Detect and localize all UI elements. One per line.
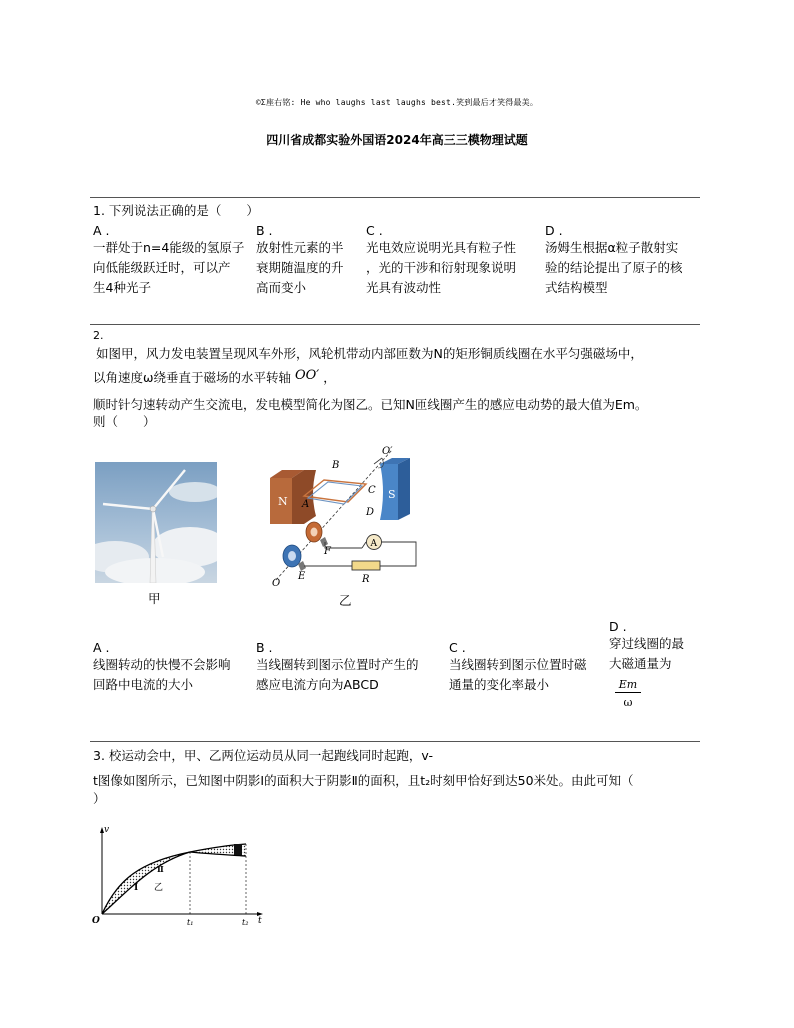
label-ammeter: A xyxy=(370,539,377,549)
label-d: D xyxy=(366,507,375,518)
label-s: S xyxy=(388,488,396,501)
option-line: ，光的干涉和衍射现象说明 xyxy=(366,260,517,275)
option-line: 线圈转动的快慢不会影响 xyxy=(93,657,231,672)
fraction-numerator: Em xyxy=(615,678,641,693)
option-label: D . xyxy=(609,619,627,634)
option-label: D . xyxy=(545,223,563,238)
q1-option-b[interactable] xyxy=(256,224,361,298)
divider xyxy=(90,741,700,742)
q2-line2-text: 以角速度ω绕垂直于磁场的水平转轴 xyxy=(93,370,291,385)
q1-option-a[interactable] xyxy=(93,224,253,298)
option-label: B . xyxy=(256,223,273,238)
divider xyxy=(90,197,700,198)
page-title: 四川省成都实验外国语2024年高三三模物理试题 xyxy=(266,133,528,147)
tick-t2: t₂ xyxy=(242,918,249,927)
tick-t1: t₁ xyxy=(187,918,194,927)
q2-line4: 则（ ） xyxy=(93,414,156,429)
option-line: 光电效应说明光具有粒子性 xyxy=(366,240,517,255)
q3-line1: 3. 校运动会中，甲、乙两位运动员从同一起跑线同时起跑，v- xyxy=(93,748,433,763)
option-line: 当线圈转到图示位置时磁 xyxy=(449,657,587,672)
option-label: B . xyxy=(256,640,273,655)
q2-line1: 如图甲，风力发电装置呈现风车外形，风轮机带动内部匝数为N的矩形铜质线圈在水平匀强磁场中， xyxy=(96,346,643,361)
option-line: 式结构模型 xyxy=(545,280,608,295)
vt-graph xyxy=(90,824,270,930)
origin-o: O xyxy=(92,916,100,926)
region-2: Ⅱ xyxy=(157,864,164,874)
q2-line2 xyxy=(93,368,336,389)
q1-stem: 1. 下列说法正确的是（ ） xyxy=(93,203,259,218)
option-line: 当线圈转到图示位置时产生的 xyxy=(256,657,419,672)
option-line: 穿过线圈的最 xyxy=(609,636,685,651)
axis-v: v xyxy=(104,825,110,835)
q3-line3: ） xyxy=(93,791,106,806)
caption-jia: 甲 xyxy=(148,591,161,606)
option-line: 感应电流方向为ABCD xyxy=(256,677,379,692)
option-line: 向低能级跃迁时，可以产 xyxy=(93,260,231,275)
option-line: 通量的变化率最小 xyxy=(449,677,550,692)
q2-option-d[interactable] xyxy=(609,620,704,709)
option-label: C . xyxy=(449,640,466,655)
option-line: 高而变小 xyxy=(256,280,307,295)
label-b: B xyxy=(332,460,340,471)
option-label: A . xyxy=(93,640,110,655)
q2-line2-end: ， xyxy=(323,370,336,385)
label-oprime: O′ xyxy=(382,446,393,457)
option-label: C . xyxy=(366,223,383,238)
q2-option-c[interactable] xyxy=(449,641,604,695)
axis-symbol: OO′ xyxy=(294,368,320,383)
option-line: 验的结论提出了原子的核 xyxy=(545,260,683,275)
label-yi: 乙 xyxy=(154,883,164,893)
label-r: R xyxy=(362,574,370,585)
q2-option-a[interactable] xyxy=(93,641,253,695)
header-motto: ©Ʃ座右铭: He who laughs last laughs best.笑到最后才笑得最美。 xyxy=(255,98,539,107)
option-line: 大磁通量为 xyxy=(609,656,672,671)
q1-option-c[interactable] xyxy=(366,224,536,298)
q2-option-b[interactable] xyxy=(256,641,446,695)
region-1: Ⅰ xyxy=(134,883,139,893)
axis-t: t xyxy=(258,916,262,926)
generator-diagram xyxy=(262,446,422,588)
option-line: 衰期随温度的升 xyxy=(256,260,344,275)
wind-turbine-photo xyxy=(95,462,217,583)
fraction-denominator: ω xyxy=(623,696,633,709)
label-f: F xyxy=(324,546,331,557)
label-a: A xyxy=(302,499,310,510)
label-o: O xyxy=(272,578,281,588)
option-line: 光具有波动性 xyxy=(366,280,442,295)
option-line: 汤姆生根据α粒子散射实 xyxy=(545,240,679,255)
divider xyxy=(90,324,700,325)
option-line: 生4种光子 xyxy=(93,280,151,295)
caption-yi: 乙 xyxy=(339,593,352,608)
option-label: A . xyxy=(93,223,110,238)
option-line: 回路中电流的大小 xyxy=(93,677,194,692)
q1-option-d[interactable] xyxy=(545,224,705,298)
q3-line2: t图像如图所示，已知图中阴影Ⅰ的面积大于阴影Ⅱ的面积，且t₂时刻甲恰好到达50米处。由此可知（ xyxy=(93,773,634,788)
fraction xyxy=(615,678,641,709)
option-line: 放射性元素的半 xyxy=(256,240,344,255)
label-c: C xyxy=(368,485,376,496)
q2-line3: 顺时针匀速转动产生交流电，发电模型简化为图乙。已知N匝线圈产生的感应电动势的最大值为Em。 xyxy=(93,397,648,412)
label-e: E xyxy=(298,571,306,582)
option-line: 一群处于n=4能级的氢原子 xyxy=(93,240,245,255)
label-n: N xyxy=(278,495,288,508)
q2-number: 2. xyxy=(93,329,104,342)
